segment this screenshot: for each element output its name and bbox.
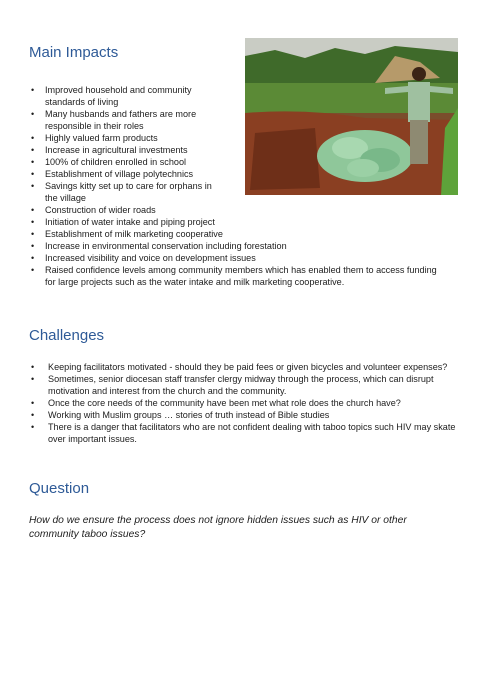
challenges-heading: Challenges	[29, 327, 105, 344]
question-text: How do we ensure the process does not ignore hidden issues such as HIV or other community taboo issues?	[29, 515, 407, 540]
impact-item: • Increased visibility and voice on development issues	[31, 252, 445, 264]
challenges-list	[31, 361, 468, 445]
impact-item: • Improved household and community standards of living	[31, 84, 217, 108]
question-heading: Question	[29, 480, 90, 497]
impact-item: • Increase in agricultural investments	[31, 144, 217, 156]
main-impacts-list	[31, 84, 445, 288]
impact-item: • Many husbands and fathers are more responsible in their roles	[31, 108, 217, 132]
challenge-item: • Once the core needs of the community have been met what role does the church have?	[31, 397, 468, 409]
impact-item: • Raised confidence levels among community members which has enabled them to access funding for large projects such as the water intake and milk marketing cooperative.	[31, 264, 445, 288]
impact-item: • 100% of children enrolled in school	[31, 156, 217, 168]
impact-item: • Savings kitty set up to care for orphans in the village	[31, 180, 217, 204]
impact-item: • Construction of wider roads	[31, 204, 225, 216]
impact-item: • Establishment of village polytechnics	[31, 168, 217, 180]
main-impacts-heading: Main Impacts	[29, 44, 119, 61]
challenge-item: • There is a danger that facilitators who are not confident dealing with taboo topics such HIV may skate over important issues.	[31, 421, 468, 445]
challenge-item: • Keeping facilitators motivated - should they be paid fees or given bicycles and volunteer expenses?	[31, 361, 468, 373]
challenge-item: • Working with Muslim groups … stories of truth instead of Bible studies	[31, 409, 468, 421]
impact-item: • Increase in environmental conservation including forestation	[31, 240, 445, 252]
challenge-item: • Sometimes, senior diocesan staff transfer clergy midway through the process, which can disrupt motivation and interest from the church and the community.	[31, 373, 468, 397]
impact-item: • Initiation of water intake and piping project	[31, 216, 445, 228]
impact-item: • Establishment of milk marketing cooperative	[31, 228, 445, 240]
impact-item: • Highly valued farm products	[31, 132, 217, 144]
